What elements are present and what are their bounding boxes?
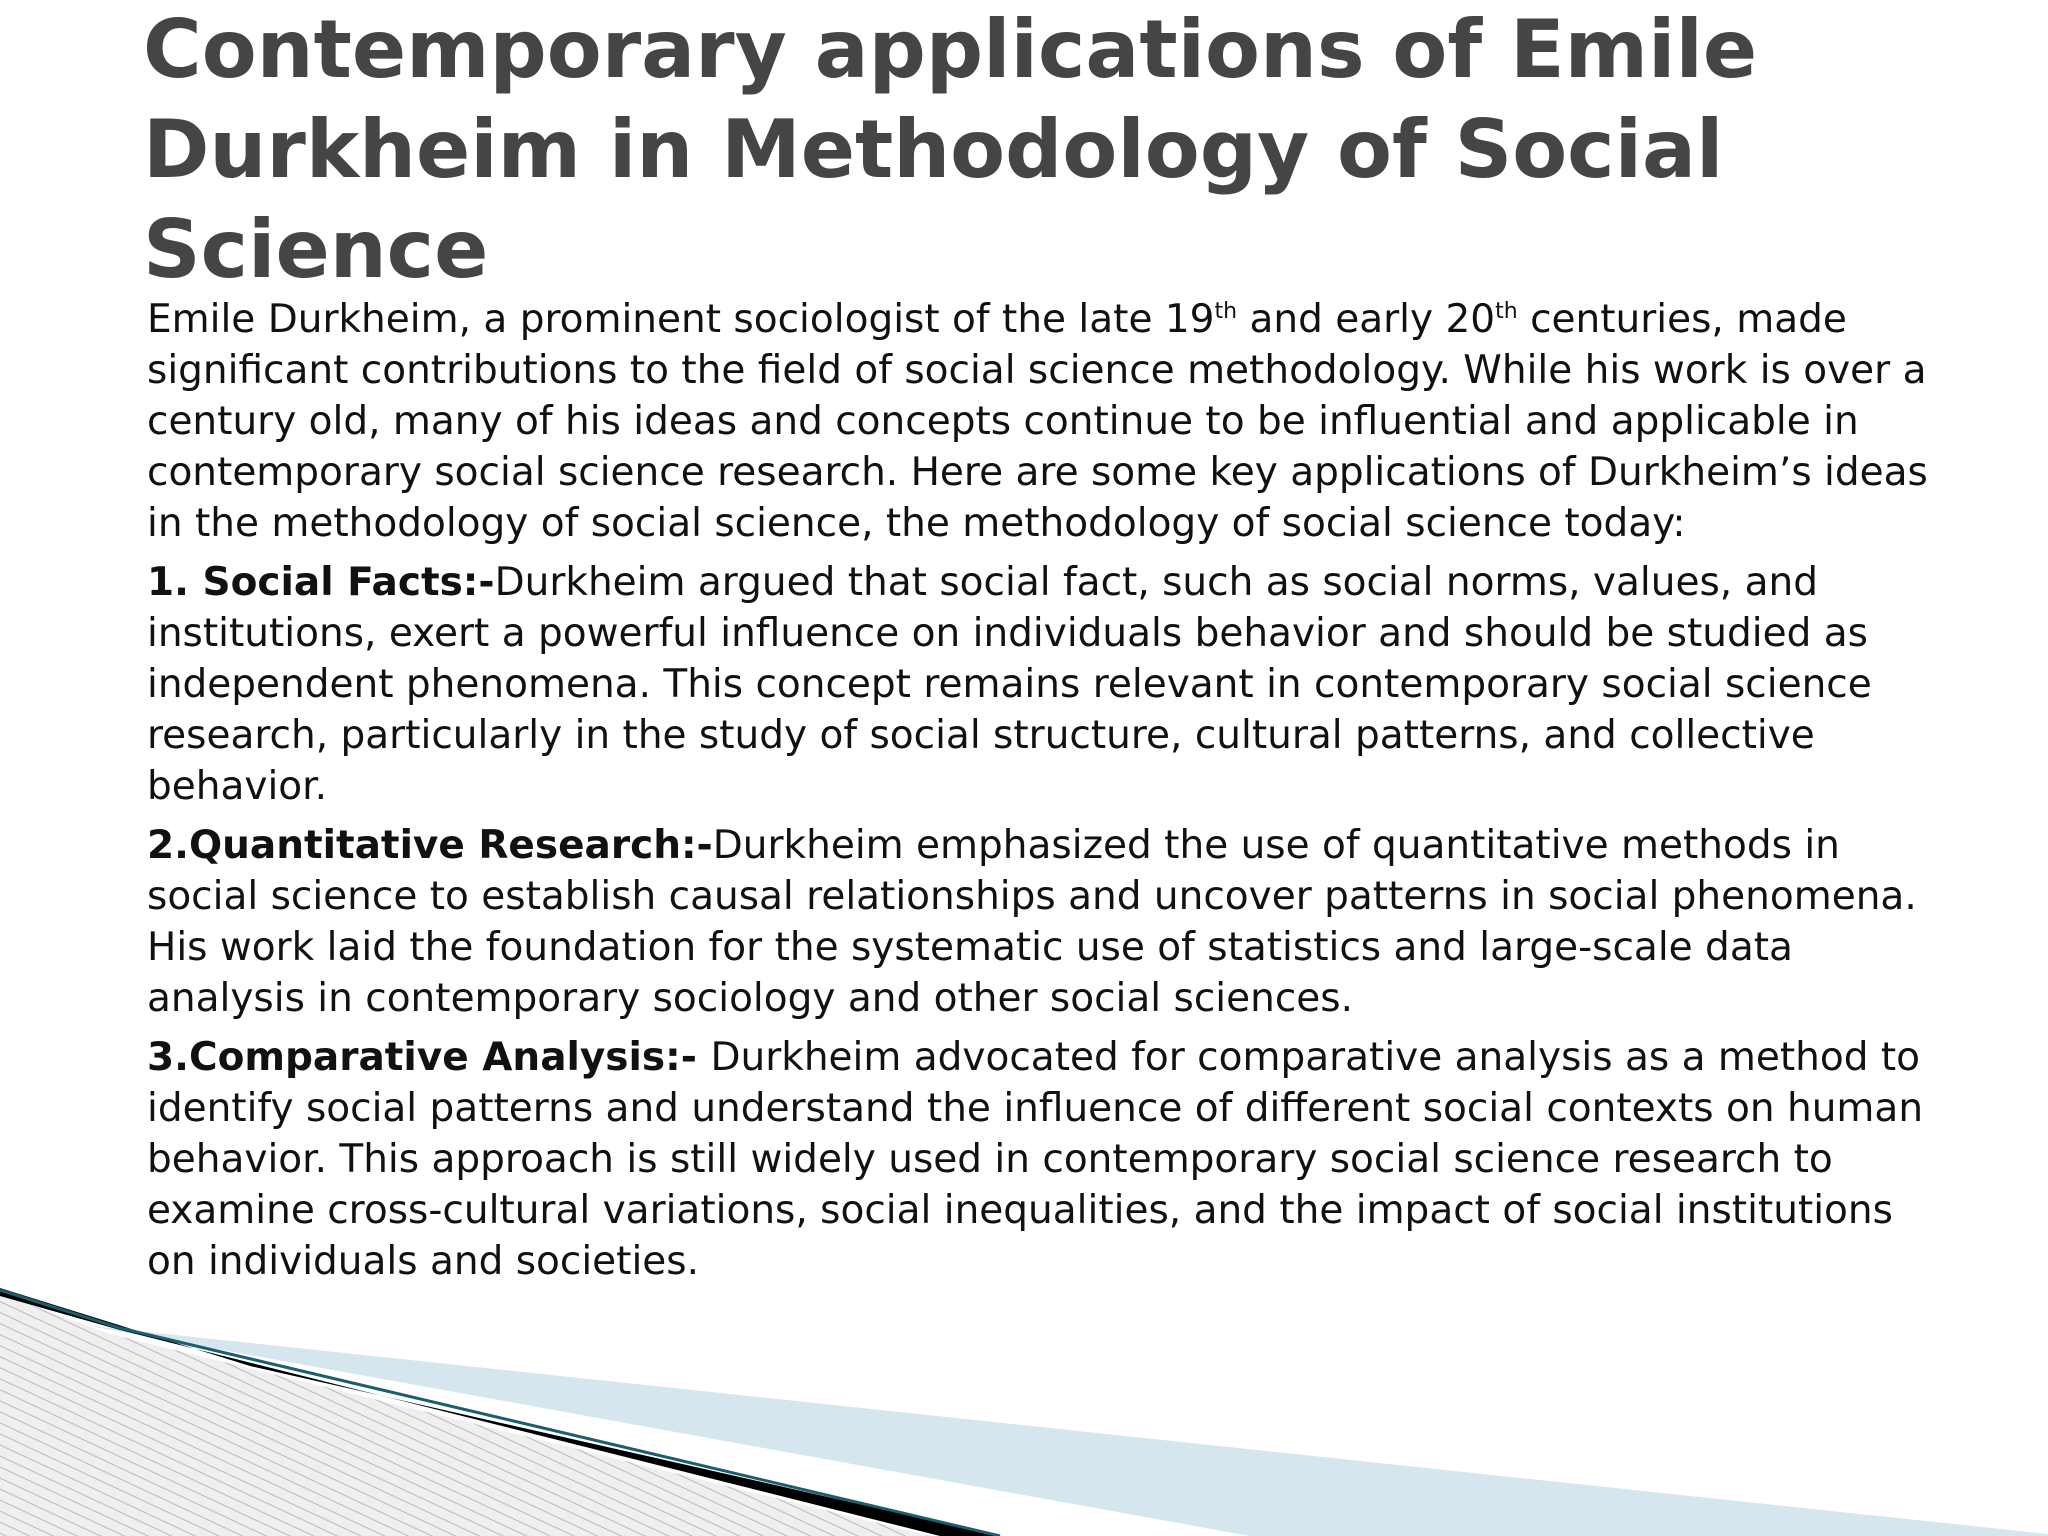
decorative-swoosh (0, 1280, 2048, 1536)
slide-body (147, 294, 1947, 1295)
intro-superscript-2: th (1495, 299, 1518, 324)
point-heading: 3.Comparative Analysis:- (147, 1035, 711, 1080)
point-heading: 2.Quantitative Research:- (147, 823, 713, 868)
intro-superscript-1: th (1214, 299, 1238, 324)
point-text: Durkheim emphasized the use of quantitative methods in social science to establish causal relationships and uncover patterns in social phenomena. His work laid the foundation for the systematic use of statistics and large-scale data analysis in contemporary sociology and other social sciences. (147, 823, 1917, 1021)
intro-text-3: centuries, made significant contributions to the field of social science methodology. While his work is over a century old, many of his ideas and concepts continue to be influential and applicable in contemporary social science research. Here are some key applications of Durkheim’s ideas in the methodology of social science, the methodology of social science today: (147, 297, 1928, 546)
slide-title: Contemporary applications of Emile Durkheim in Methodology of Social Science (143, 3, 1758, 296)
intro-paragraph (147, 294, 1947, 549)
point-text: Durkheim argued that social fact, such as social norms, values, and institutions, exert a powerful influence on individuals behavior and should be studied as independent phenomena. This concept remains relevant in contemporary social science research, particularly in the study of social structure, cultural patterns, and collective behavior. (147, 560, 1872, 809)
point-text: Durkheim advocated for comparative analysis as a method to identify social patterns and understand the influence of different social contexts on human behavior. This approach is still widely used in contemporary social science research to examine cross-cultural variations, social inequalities, and the impact of social institutions on individuals and societies. (147, 1035, 1924, 1284)
point-quantitative-research (147, 820, 1947, 1024)
intro-text-2: and early 20 (1237, 297, 1496, 342)
point-comparative-analysis (147, 1032, 1947, 1287)
intro-text-1: Emile Durkheim, a prominent sociologist of the late 19 (147, 297, 1215, 342)
point-social-facts (147, 557, 1947, 812)
point-heading: 1. Social Facts:- (147, 560, 495, 605)
